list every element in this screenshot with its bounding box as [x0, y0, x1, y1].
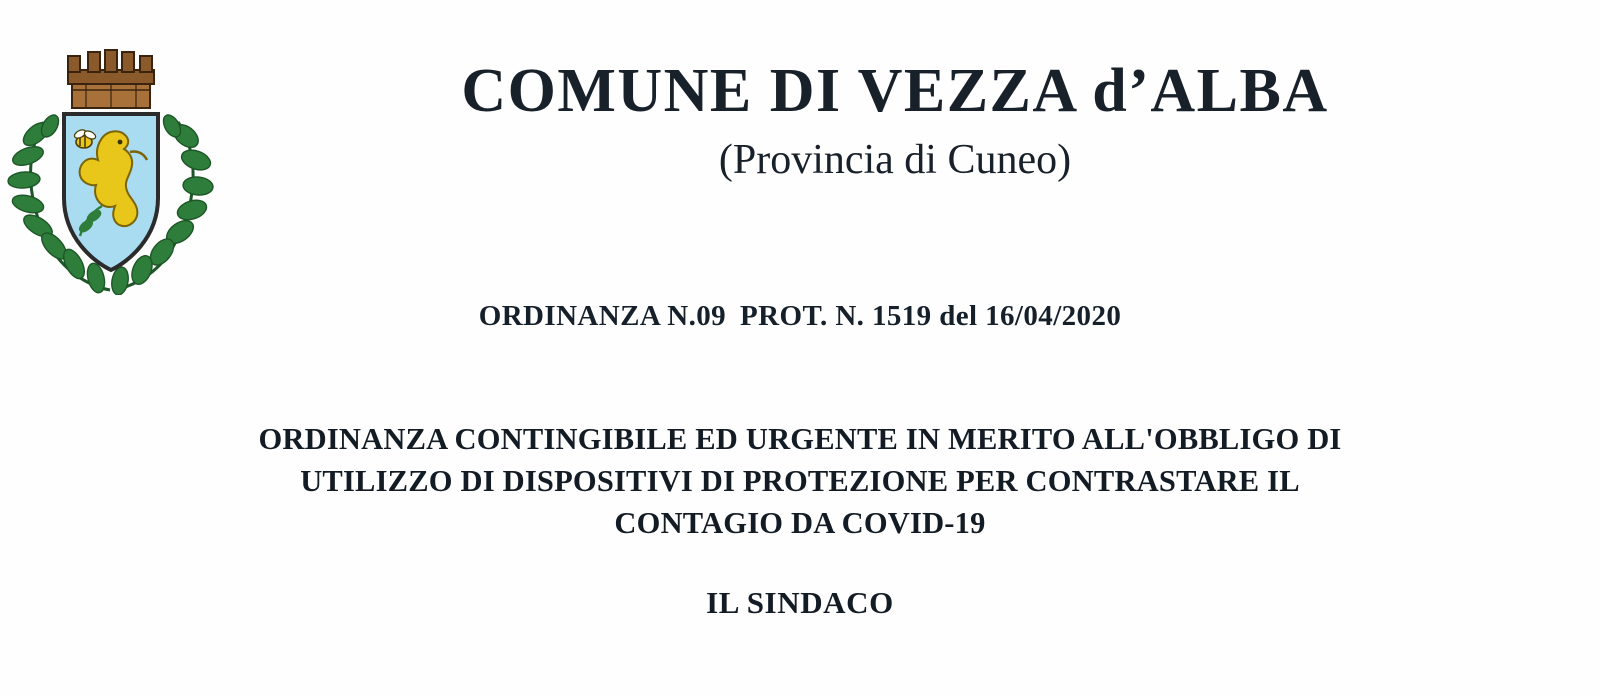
- document-header: [230, 58, 1560, 183]
- province-subtitle: (Provincia di Cuneo): [718, 136, 1072, 183]
- authority-heading: IL SINDACO: [706, 585, 894, 620]
- crown-icon: [68, 50, 154, 108]
- subject-line-1: ORDINANZA CONTINGIBILE ED URGENTE IN MERITO ALL'OBBLIGO DI: [258, 422, 1342, 456]
- ordinance-protocol: PROT. N. 1519 del 16/04/2020: [740, 300, 1122, 332]
- ordinance-reference: [0, 300, 1600, 333]
- shield-icon: [64, 114, 158, 270]
- subject-line-3: CONTAGIO DA COVID-19: [614, 506, 986, 541]
- page-title: COMUNE DI VEZZA d’ALBA: [461, 57, 1329, 125]
- ordinance-number: ORDINANZA N.09: [478, 300, 727, 332]
- subject-line-2: UTILIZZO DI DISPOSITIVI DI PROTEZIONE PER CONTRASTARE IL: [300, 464, 1300, 499]
- coat-of-arms-icon: [6, 30, 216, 295]
- ordinance-subject: [100, 418, 1500, 544]
